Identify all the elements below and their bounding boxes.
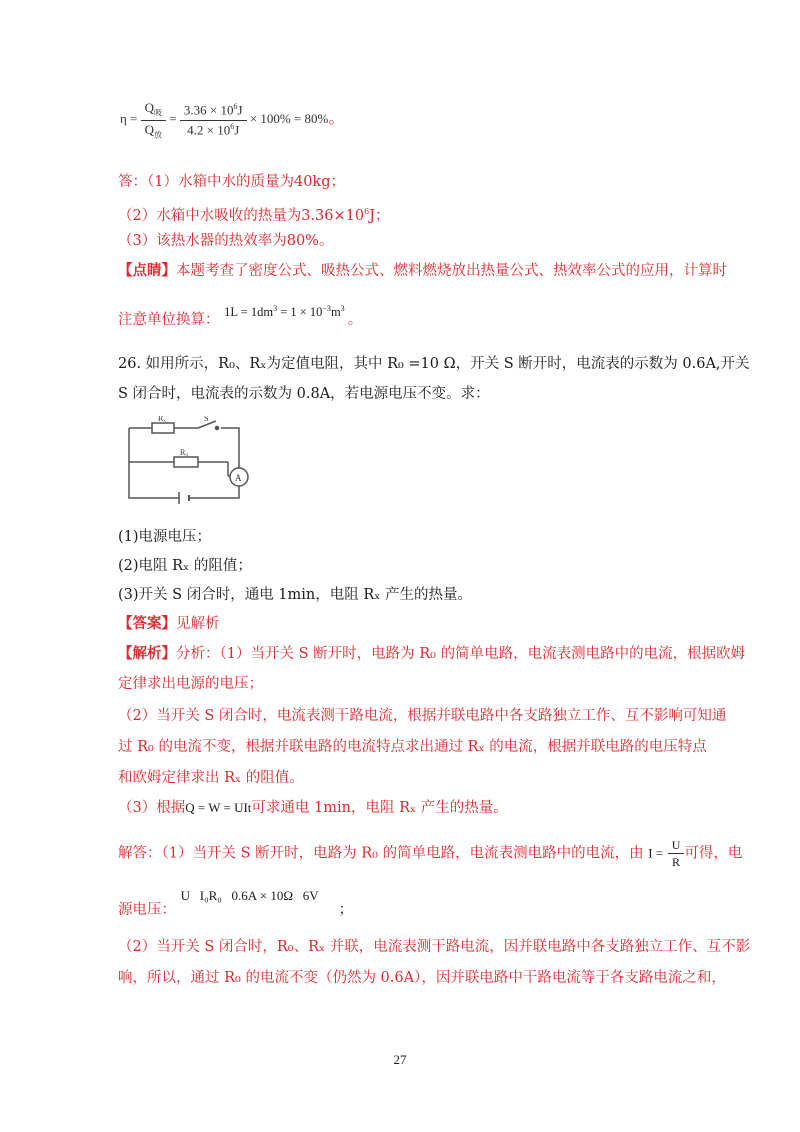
q-fraction: $\frac{Q_吸}{Q_放}$ bbox=[141, 100, 166, 140]
analysis-tag: 【解析】 bbox=[118, 645, 176, 662]
ammeter-label: A bbox=[235, 473, 242, 483]
rx-resistor bbox=[152, 423, 174, 433]
value-fraction: $\frac{3.36 \times 10^6J}{4.2 \times 10^6J}$ bbox=[180, 102, 247, 138]
analysis-line-3: （2）当开关 S 闭合时，电流表测干路电流，根据并联电路中各支路独立工作、互不影响可知通 bbox=[118, 708, 727, 724]
sub-question-3: (3)开关 S 闭合时，通电 1min，电阻 Rₓ 产生的热量。 bbox=[118, 587, 473, 603]
eta-symbol: η = bbox=[120, 111, 138, 127]
dianjing-line-2: 注意单位换算： $1L = 1dm^3 = 1 \times 10^{-3}m^3$ 。 bbox=[118, 304, 363, 329]
solution-line-1: 解答：（1）当开关 S 断开时，电路为 R₀ 的简单电路，电流表测电路中的电流，由 I = $\frac{U}{R}$ 可得，电 bbox=[118, 838, 743, 869]
s-label: S bbox=[204, 416, 209, 423]
sub-question-1: (1)电源电压； bbox=[118, 529, 212, 545]
dianjing-line-1: 【点睛】本题考查了密度公式、吸热公式、燃料燃烧放出热量公式、热效率公式的应用，计算时 bbox=[118, 262, 727, 279]
solution-line-4: 响，所以，通过 R₀ 的电流不变（仍然为 0.6A），因并联电路中干路电流等于各支路电流之和， bbox=[118, 970, 726, 986]
sub-question-2: (2)电阻 Rₓ 的阻值； bbox=[118, 558, 252, 574]
answer-line-2: （2）水箱中水吸收的热量为$3.36\times 10^6J$； bbox=[118, 207, 390, 224]
question-line-1: 26. 如用所示，R₀、Rₓ为定值电阻，其中 R₀ =10 Ω，开关 S 断开时，电流表的示数为 0.6A,开关 bbox=[118, 356, 750, 372]
solution-line-3: （2）当开关 S 闭合时，R₀、Rₓ 并联，电流表测干路电流，因并联电路中各支路独立工作、互不影 bbox=[118, 939, 751, 955]
answer-line-3: （3）该热水器的热效率为80%。 bbox=[118, 233, 334, 249]
analysis-line-1: 【解析】分析：（1）当开关 S 断开时，电路为 R₀ 的简单电路，电流表测电路中的电流，根据欧姆 bbox=[118, 645, 746, 662]
r0-label: R₀ bbox=[180, 448, 189, 457]
solution-line-2: 源电压： U I₀R₀ 0.6A × 10Ω 6V； bbox=[118, 888, 354, 918]
analysis-line-2: 定律求出电源的电压； bbox=[118, 676, 263, 692]
page-number: 27 bbox=[393, 1052, 407, 1067]
analysis-line-6: （3）根据Q = W = UIt可求通电 1min，电阻 Rₓ 产生的热量。 bbox=[118, 800, 508, 816]
r0-resistor bbox=[174, 457, 198, 467]
analysis-line-4: 过 R₀ 的电流不变，根据并联电路的电流特点求出通过 Rₓ 的电流，根据并联电路的电压特点 bbox=[118, 739, 707, 755]
question-line-2: S 闭合时，电流表的示数为 0.8A，若电源电压不变。求： bbox=[118, 386, 490, 402]
efficiency-formula: η = $\frac{Q_吸}{Q_放}$ = $\frac{3.36 \times 10^6J}{4.2 \times 10^6J}$ × 100% = 80%。 bbox=[120, 100, 345, 140]
unit-formula: $1L = 1dm^3 = 1 \times 10^{-3}m^3$ bbox=[224, 304, 345, 320]
answer-line: 【答案】见解析 bbox=[118, 615, 220, 632]
rx-label: Rₓ bbox=[158, 416, 166, 423]
answer-tag: 【答案】 bbox=[118, 615, 176, 632]
dianjing-tag: 【点睛】 bbox=[118, 262, 176, 279]
answer-line-1: 答：（1）水箱中水的质量为40kg； bbox=[118, 174, 345, 190]
analysis-line-5: 和欧姆定律求出 Rₓ 的阻值。 bbox=[118, 770, 304, 786]
circuit-diagram bbox=[124, 416, 264, 511]
